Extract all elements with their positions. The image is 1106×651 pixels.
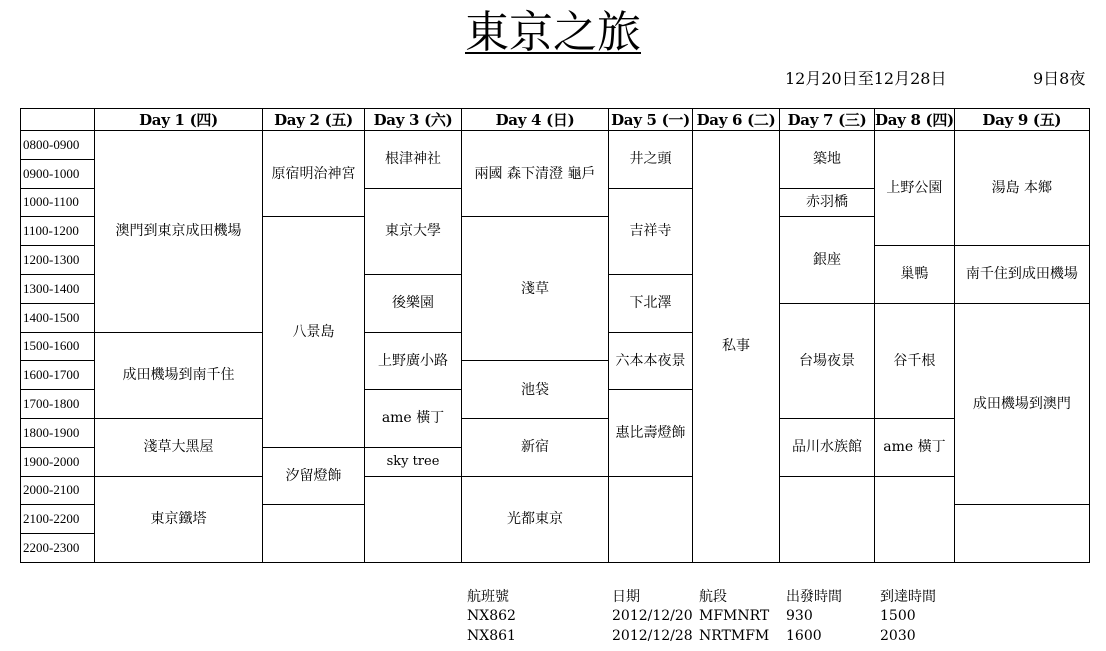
event-label: 吉祥寺: [629, 223, 672, 240]
event-cell: [875, 131, 955, 246]
day-header: Day 1 (四): [95, 109, 263, 131]
event-cell: [95, 332, 263, 418]
event-cell: [875, 246, 955, 304]
time-slot: 2100-2200: [21, 505, 95, 534]
event-cell: [609, 390, 693, 476]
day-header: Day 9 (五): [954, 109, 1089, 131]
event-label: 澳門到東京成田機場: [115, 223, 242, 240]
event-cell: [263, 217, 365, 447]
time-slot: 1300-1400: [21, 274, 95, 303]
empty-cell: [263, 505, 365, 563]
flight-header-row: [467, 586, 950, 606]
itinerary-table: [20, 108, 1090, 563]
page-title-text: 東京之旅: [465, 7, 641, 58]
event-label: 台場夜景: [799, 352, 855, 369]
event-label: 上野廣小路: [378, 352, 448, 369]
flight-header: 日期: [612, 589, 640, 605]
time-slot: 1500-1600: [21, 332, 95, 361]
event-label: 六本本夜景: [615, 352, 686, 369]
event-label: 成田機場到南千住: [122, 367, 235, 384]
flight-route: MFMNRT: [699, 608, 770, 624]
event-label: sky tree: [386, 453, 440, 469]
day-header: Day 5 (一): [609, 109, 693, 131]
flight-route: NRTMFM: [699, 628, 770, 644]
event-cell: [693, 131, 780, 563]
event-label: ame 橫丁: [381, 410, 445, 427]
itinerary-header-row: [21, 109, 1090, 131]
flight-arrival: 2030: [880, 628, 916, 644]
empty-cell: [954, 505, 1089, 563]
event-label: 品川水族館: [792, 439, 862, 456]
event-label: 私事: [722, 338, 750, 355]
time-row: [21, 131, 1090, 160]
event-label: ame 橫丁: [883, 439, 946, 456]
event-cell: [609, 131, 693, 189]
event-cell: [95, 418, 263, 476]
time-slot: 1400-1500: [21, 303, 95, 332]
corner-cell: [21, 109, 95, 131]
day-header: Day 6 (二): [693, 109, 780, 131]
flight-date: 2012/12/28: [612, 628, 693, 644]
event-label: 根津神社: [385, 151, 441, 168]
event-label: 巢鴨: [900, 266, 929, 283]
event-cell: [365, 274, 462, 332]
event-cell: [263, 131, 365, 217]
flight-row: [467, 606, 950, 626]
event-label: 後樂園: [392, 295, 434, 312]
event-label: 谷千根: [893, 352, 936, 369]
event-label: 成田機場到澳門: [972, 396, 1071, 413]
event-label: 光都東京: [507, 511, 563, 528]
event-cell: [365, 390, 462, 448]
time-slot: 1600-1700: [21, 361, 95, 390]
flight-date: 2012/12/20: [612, 608, 693, 624]
event-label: 築地: [813, 151, 841, 168]
flight-header: 到達時間: [880, 589, 936, 605]
day-header: Day 2 (五): [263, 109, 365, 131]
empty-cell: [875, 476, 955, 562]
event-cell: [365, 188, 462, 274]
flight-number: NX862: [467, 608, 516, 624]
event-label: 井之頭: [629, 151, 672, 168]
event-label: 湯島 本鄉: [991, 180, 1053, 197]
event-cell: [954, 303, 1089, 505]
time-slot: 1800-1900: [21, 418, 95, 447]
empty-cell: [609, 476, 693, 562]
time-slot: 2200-2300: [21, 534, 95, 563]
event-cell: [875, 418, 955, 476]
flight-row: [467, 626, 950, 646]
time-slot: 1200-1300: [21, 246, 95, 275]
event-label: 原宿明治神宮: [271, 165, 356, 182]
event-cell: [609, 188, 693, 274]
flight-header: 航班號: [467, 589, 509, 605]
event-label: 東京大學: [385, 223, 441, 240]
event-label: 銀座: [813, 252, 841, 269]
event-label: 上野公園: [886, 180, 943, 197]
event-cell: [462, 418, 609, 476]
time-slot: 1900-2000: [21, 447, 95, 476]
event-label: 惠比壽燈飾: [615, 424, 686, 441]
event-label: 池袋: [521, 381, 549, 398]
event-cell: [875, 303, 955, 418]
event-cell: [780, 131, 875, 189]
event-cell: [365, 332, 462, 390]
event-cell: [780, 188, 875, 217]
day-header: Day 8 (四): [875, 110, 954, 129]
day-header: Day 3 (六): [365, 109, 462, 131]
flight-number: NX861: [467, 628, 516, 644]
event-cell: [609, 274, 693, 332]
event-cell: [95, 131, 263, 333]
event-cell: [462, 476, 609, 562]
event-label: 兩國 森下清澄 龜戶: [474, 165, 596, 182]
time-slot: 1100-1200: [21, 217, 95, 246]
event-cell: [95, 476, 263, 562]
trip-duration: 9日8夜: [1033, 69, 1086, 88]
flight-table: [467, 586, 950, 646]
flight-departure: 1600: [786, 628, 822, 644]
time-slot: 0800-0900: [21, 131, 95, 160]
event-cell: [954, 246, 1089, 304]
event-cell: [780, 303, 875, 418]
time-slot: 2000-2100: [21, 476, 95, 505]
event-cell: [462, 131, 609, 217]
event-cell: [609, 332, 693, 390]
time-slot: 0900-1000: [21, 159, 95, 188]
event-label: 東京鐵塔: [150, 511, 207, 528]
event-label: 淺草大黑屋: [143, 439, 214, 456]
flight-header: 航段: [699, 589, 727, 605]
event-cell: [462, 217, 609, 361]
page-title: [0, 6, 1106, 60]
event-label: 汐留燈飾: [285, 468, 342, 485]
time-slot: 1000-1100: [21, 188, 95, 217]
event-cell: [780, 418, 875, 476]
time-row: [21, 418, 1090, 447]
event-cell: [365, 131, 462, 189]
time-row: [21, 476, 1090, 505]
event-label: 淺草: [521, 280, 549, 297]
event-cell: [365, 447, 462, 476]
event-label: 南千住到成田機場: [965, 266, 1078, 283]
flight-header: 出發時間: [786, 589, 842, 605]
event-label: 赤羽橋: [806, 194, 848, 211]
event-cell: [954, 131, 1089, 246]
event-label: 新宿: [521, 439, 549, 456]
time-slot: 1700-1800: [21, 390, 95, 419]
trip-date-range: 12月20日至12月28日: [785, 69, 947, 88]
event-cell: [462, 361, 609, 419]
event-cell: [780, 217, 875, 303]
event-cell: [263, 447, 365, 505]
event-label: 下北澤: [629, 295, 672, 312]
day-header: Day 7 (三): [780, 109, 875, 131]
flight-arrival: 1500: [880, 608, 916, 624]
flight-info: [467, 586, 950, 646]
empty-cell: [365, 476, 462, 562]
empty-cell: [780, 476, 875, 562]
day-header: Day 4 (日): [462, 109, 609, 131]
event-label: 八景島: [292, 324, 335, 341]
flight-departure: 930: [786, 608, 813, 624]
